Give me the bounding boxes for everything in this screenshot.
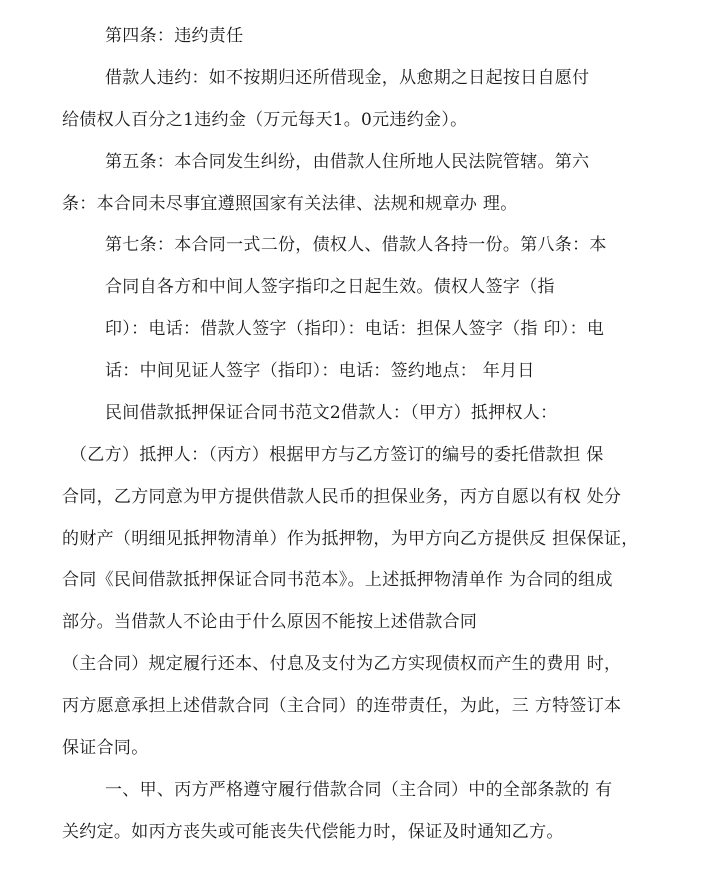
text-line: 保证合同。 — [62, 738, 149, 758]
text-line: 第七条：本合同一式二份，债权人、借款人各持一份。第八条：本 — [105, 235, 607, 255]
text-line: 给债权人百分之1违约金（万元每天1。0元违约金）。 — [62, 110, 468, 130]
text-line: 合同《民间借款抵押保证合同书范本》。上述抵押物清单作 为合同的组成 — [62, 570, 613, 590]
text-line: 丙方愿意承担上述借款合同（主合同）的连带责任，为此，三 方特签订本 — [62, 696, 622, 716]
article-4-heading: 第四条：违约责任 — [105, 26, 244, 46]
text-line: 的财产（明细见抵押物清单）作为抵押物，为甲方向乙方提供反 担保保证， — [62, 529, 639, 549]
text-line: 一、甲、丙方严格遵守履行借款合同（主合同）中的全部条款的 有 — [105, 780, 613, 800]
text-line: 印）：电话：借款人签字（指印）：电话：担保人签字（指 印）：电 — [105, 319, 605, 339]
text-line: 部分。当借款人不论由于什么原因不能按上述借款合同 — [62, 612, 478, 632]
text-line: 第五条：本合同发生纠纷，由借款人住所地人民法院管辖。第六 — [105, 152, 590, 172]
text-line: 借款人违约：如不按期归还所借现金，从愈期之日起按日自愿付 — [105, 68, 590, 88]
text-line: （主合同）规定履行还本、付息及支付为乙方实现债权而产生的费用 时， — [62, 654, 622, 674]
text-line: （乙方）抵押人：（丙方）根据甲方与乙方签订的编号的委托借款担 保 — [70, 445, 604, 465]
text-line: 条：本合同未尽事宜遵照国家有关法律、法规和规章办 理。 — [62, 194, 518, 214]
text-line: 关约定。如丙方丧失或可能丧失代偿能力时，保证及时通知乙方。 — [62, 822, 564, 842]
text-line: 合同，乙方同意为甲方提供借款人民币的担保业务，丙方自愿以有权 处分 — [62, 487, 622, 507]
contract-title-line: 民间借款抵押保证合同书范文2借款人：（甲方）抵押权人： — [105, 403, 558, 423]
text-line: 合同自各方和中间人签字指印之日起生效。债权人签字（指 — [105, 277, 555, 297]
text-line: 话：中间见证人签字（指印）：电话：签约地点： 年月日 — [105, 361, 535, 381]
